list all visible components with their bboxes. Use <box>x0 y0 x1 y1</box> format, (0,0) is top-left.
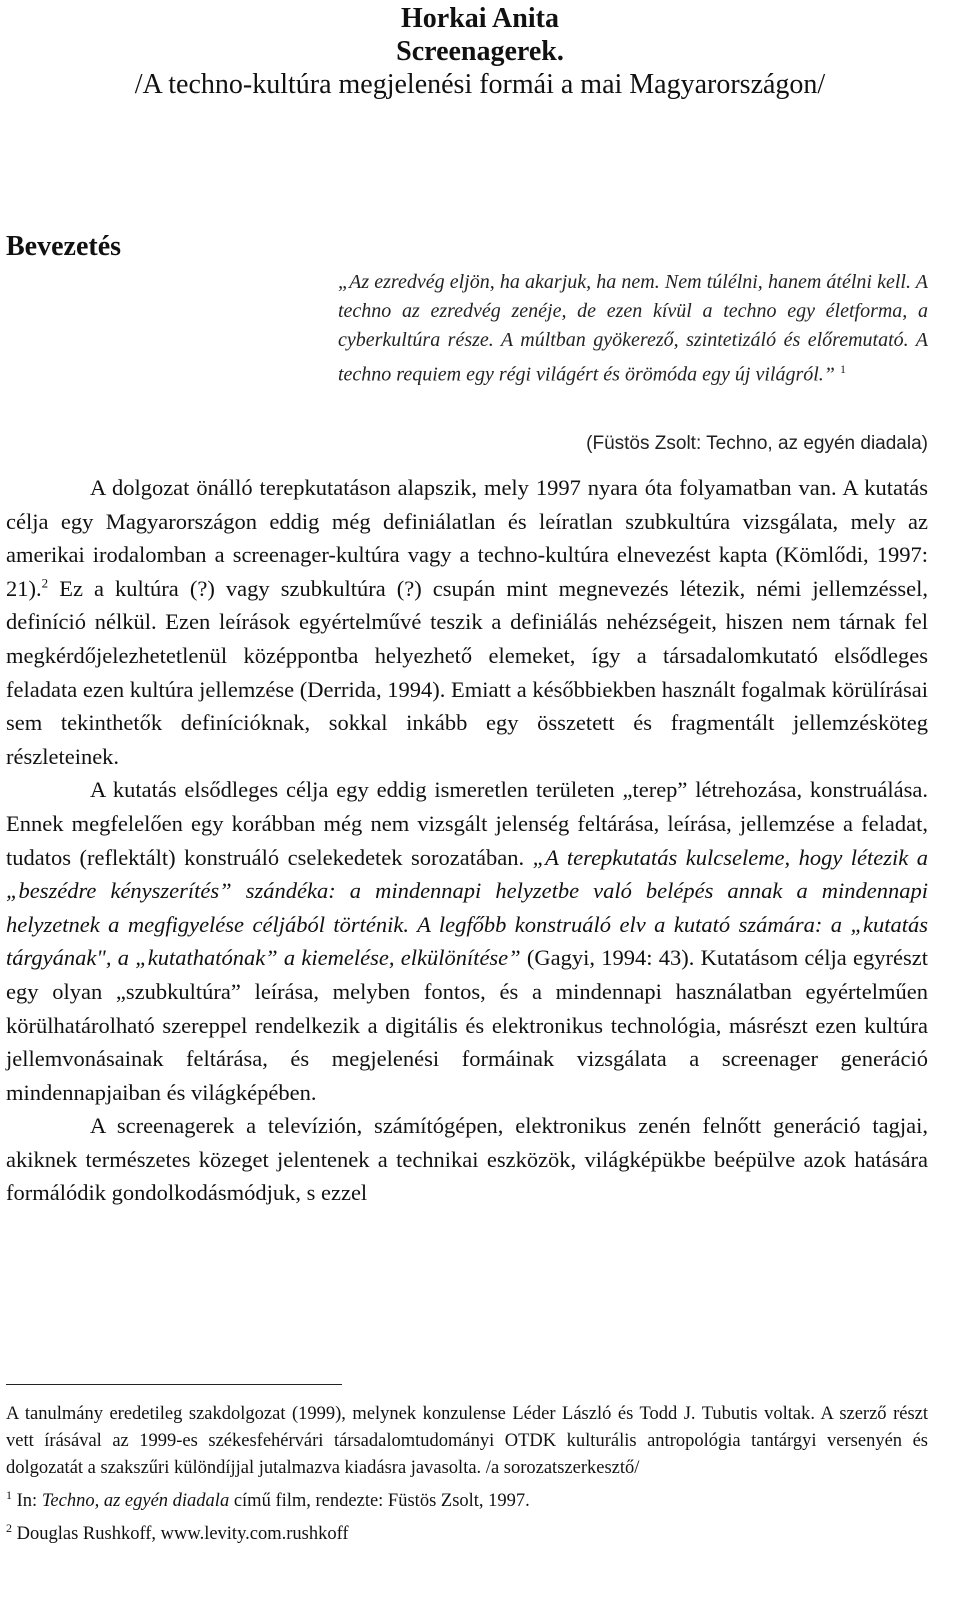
footnote-1-rest: című film, rendezte: Füstös Zsolt, 1997. <box>229 1491 530 1512</box>
paragraph-2-text-a: A kutatás elsődleges célja egy eddig ismeretlen területen „terep” létrehozása, konstruálása. Ennek megfelelően egy korábban még nem vizsgált jelenség feltárása, leírása, jellemzése a feladat, tudatos (reflektált) konstruáló cselekedetek sorozatában. <box>6 777 928 870</box>
paragraph-2-quote: „A terepkutatás kulcseleme, hogy létezik a „beszédre kényszerítés” szándéka: a mindennapi helyzetbe való belépés annak a mindennapi helyzetnek a megfigyelése céljából történik. A legfőbb konstruáló elv a kutató számára: a „kutatás tárgyának", a „kutathatónak” a kiemelése, elkülönítése” <box>6 844 928 971</box>
paragraph-1 <box>6 471 928 773</box>
page-title: Screenagerek. <box>396 36 564 67</box>
author-name: Horkai Anita <box>401 3 559 34</box>
epigraph-text: „Az ezredvég eljön, ha akarjuk, ha nem. Nem túlélni, hanem átélni kell. A techno az ezredvég zenéje, de ezen kívül a techno egy életforma, a cyberkultúra része. A múltban gyökerező, szintetizáló és előremutató. A techno requiem egy régi világért és örömóda egy új világról.” <box>338 271 928 386</box>
footnote-1 <box>6 1482 928 1515</box>
footnote-2-number: 2 <box>6 1521 12 1536</box>
footnote-ref-2[interactable]: 2 <box>41 575 49 591</box>
page-subtitle: /A techno-kultúra megjelenési formái a mai Magyarországon/ <box>134 69 826 100</box>
paragraph-2 <box>6 773 928 1109</box>
epigraph-citation: (Füstös Zsolt: Techno, az egyén diadala) <box>586 433 928 454</box>
paragraph-1-text-a: A dolgozat önálló terepkutatáson alapszik, mely 1997 nyara óta folyamatban van. A kutatás célja egy Magyarországon eddig még definiálatlan és leíratlan szubkultúra vizsgálata, mely az amerikai irodalomban a screenager-kultúra vagy a techno-kultúra elnevezést kapta (Kömlődi, 1997: 21). <box>6 475 928 601</box>
paragraph-1-text-b: Ez a kultúra (?) vagy szubkultúra (?) csupán mint megnevezés létezik, némi jellemzéssel, definíció nélkül. Ezen leírások egyértelművé teszik a definiálás nehézségeit, hiszen nem tárnak fel megkérdőjelezhetetlenül középpontba helyezhető elemeket, így a társadalomkutató elsődleges feladata ezen kultúra jellemzése (Derrida, 1994). Emiatt a későbbiekben használt fogalmak körülírásai sem tekinthetők definícióknak, sokkal inkább egy összetett és fragmentált jellemzésköteg részleteinek. <box>6 575 928 769</box>
footnote-2 <box>6 1515 928 1548</box>
section-heading: Bevezetés <box>6 231 122 262</box>
footnote-author-note: A tanulmány eredetileg szakdolgozat (1999), melynek konzulense Léder László és Todd J. Tubutis voltak. A szerző részt vett írásával az 1999-es székesfehérvári társadalomtudományi OTDK kulturális antropológia tantárgyi versenyén és dolgozatát a szakszűri különdíjjal jutalmazva kiadásra javasolta. /a sorozatszerkesztő/ <box>6 1404 928 1478</box>
footnotes <box>6 1401 928 1548</box>
footnote-1-work: Techno, az egyén diadala <box>41 1491 230 1512</box>
footnote-1-number: 1 <box>6 1488 12 1502</box>
footnote-1-prefix: In: <box>16 1491 42 1512</box>
footnote-2-text: Douglas Rushkoff, www.levity.com.rushkoff <box>16 1524 349 1545</box>
paragraph-2-text-b: (Gagyi, 1994: 43). Kutatásom célja egyrészt egy olyan „szubkultúra” leírása, melyben fontos, és a mindennapi használatban egyértelműen körülhatárolható szereppel rendelkezik a digitális és elektronikus technológia, másrészt ezen kultúra jellemvonásainak feltárása, és megjelenési formáinak vizsgálata a screenager generáció mindennapjaiban és világképében. <box>6 945 928 1105</box>
paragraph-3: A screenagerek a televízión, számítógépen, elektronikus zenén felnőtt generáció tagjai, akiknek természetes közeget jelentenek a technikai eszközök, világképükbe beépülve azok hatására formálódik gondolkodásmódjuk, s ezzel <box>6 1113 928 1206</box>
epigraph <box>338 268 928 390</box>
footnote-ref-1[interactable]: 1 <box>839 362 846 376</box>
footnote-divider <box>6 1384 342 1385</box>
body-text <box>6 471 928 1210</box>
title-block <box>0 2 960 101</box>
